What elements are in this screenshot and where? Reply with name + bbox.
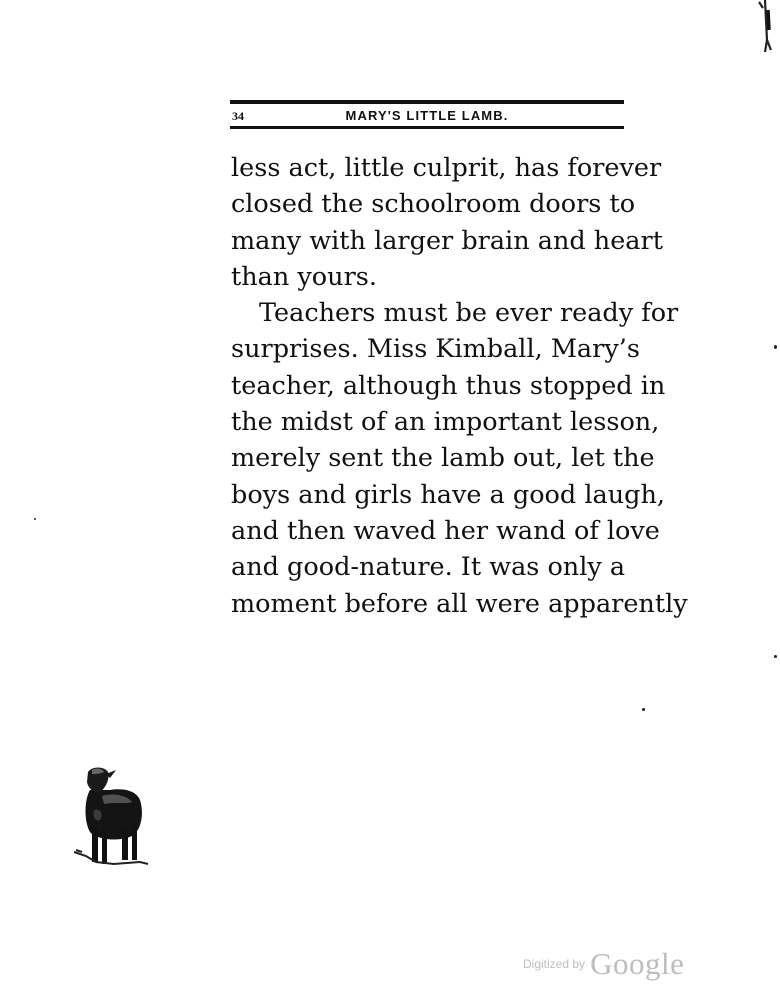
text-line: surprises. Miss Kimball, Mary’s [231,334,640,365]
margin-speck [34,518,36,520]
text-line: the midst of an important lesson, [231,407,660,438]
digitized-by-google-watermark [523,946,693,982]
text-line: merely sent the lamb out, let the [231,443,655,474]
text-line: teacher, although thus stopped in [231,370,666,401]
text-line: and then waved her wand of love [231,515,660,546]
lamb-icon [70,760,152,870]
header-rule-bottom [230,126,624,129]
margin-speck [774,655,777,658]
text-line: closed the schoolroom doors to [231,189,636,220]
page-number: 34 [232,109,244,123]
body-text [231,150,688,622]
scan-edge-mark [757,0,777,60]
watermark-prefix: Digitized by [523,957,586,971]
running-header [230,107,624,125]
text-line: boys and girls have a good laugh, [231,479,665,510]
text-line: than yours. [231,261,377,292]
text-line: and good-nature. It was only a [231,552,626,583]
text-line: moment before all were apparently [231,588,688,619]
margin-speck [642,708,645,711]
text-line: Teachers must be ever ready for [259,298,679,329]
text-line: less act, little culprit, has forever [231,153,662,183]
margin-speck [774,345,777,349]
text-line: many with larger brain and heart [231,225,663,256]
header-rule-top [230,100,624,104]
running-head-title: MARY'S LITTLE LAMB. [345,108,509,123]
watermark-brand: Google [590,946,685,981]
